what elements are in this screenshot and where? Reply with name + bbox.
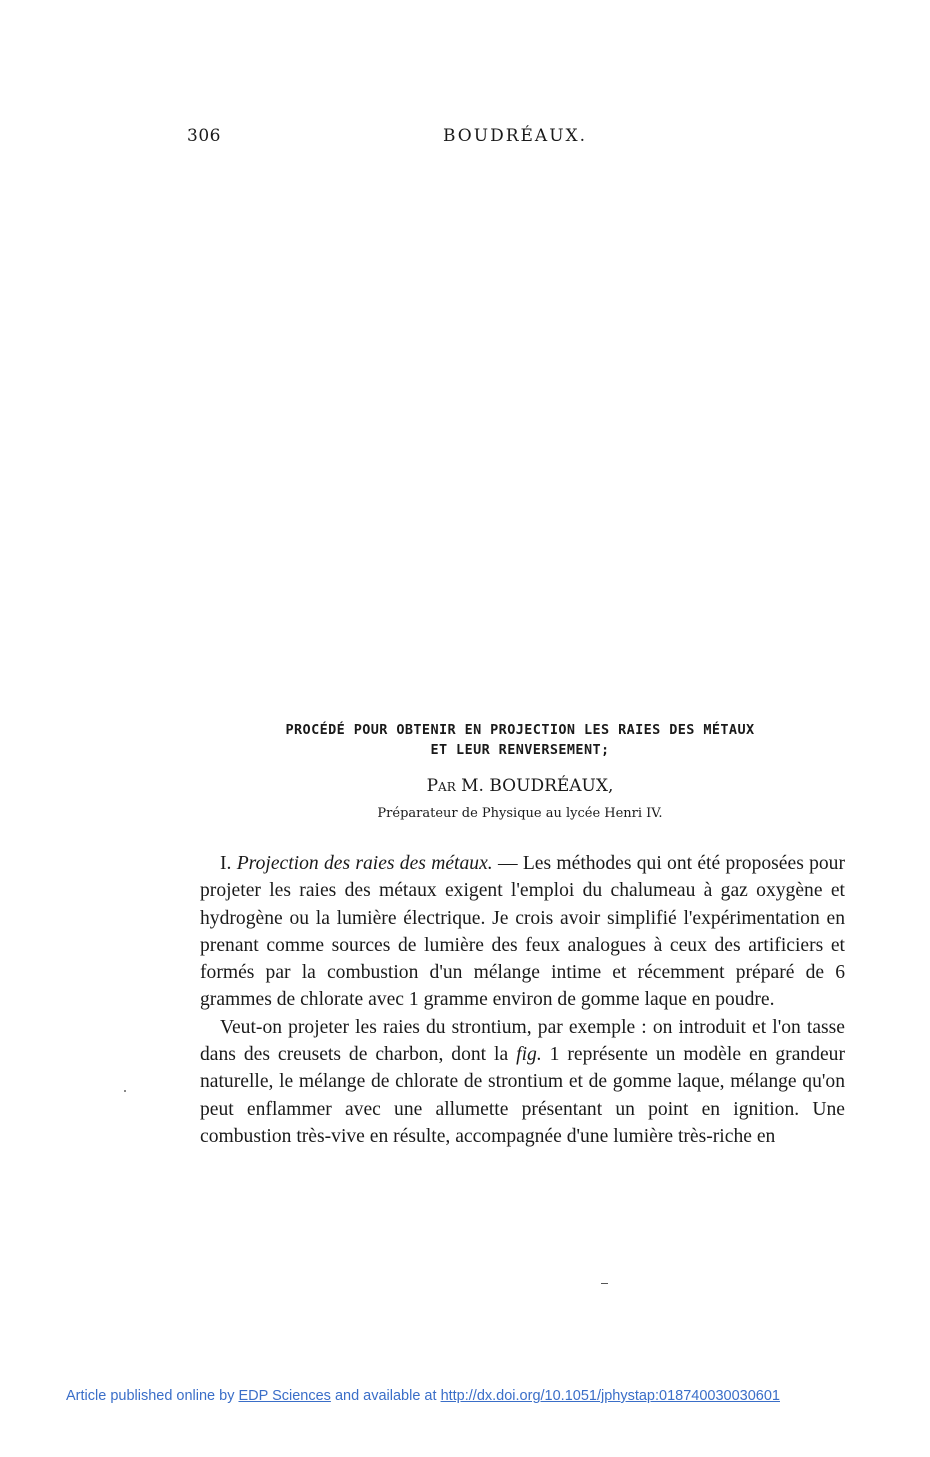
doi-link[interactable]: http://dx.doi.org/10.1051/jphystap:018740030030601 <box>440 1388 780 1404</box>
page-number: 306 <box>187 126 221 146</box>
paragraph-2-text-b: 1 représente un modèle en grandeur naturelle, le mélange de chlorate de strontium et de gomme laque, mélange qu'on peut enflammer avec une allumette présentant un point en ignition. Une combustion très-vive en résulte, accompagnée d'une lumière très-riche en <box>200 1044 846 1147</box>
article-title-line-1: PROCÉDÉ POUR OBTENIR EN PROJECTION LES RAIES DES MÉTAUX <box>285 722 755 738</box>
running-head-text: BOUDRÉAUX. <box>443 126 588 146</box>
publication-footer <box>66 1388 780 1404</box>
section-title: Projection des raies des métaux. <box>236 853 493 874</box>
edp-sciences-link[interactable]: EDP Sciences <box>238 1388 331 1404</box>
section-number: I. <box>220 853 232 874</box>
scan-artifact-dash <box>601 1283 608 1284</box>
paragraph-2-text-a: Veut-on projeter les raies du strontium, par exemple : on introduit et l'on tasse dans des creusets de charbon, dont la <box>200 1016 845 1066</box>
article-author: Par M. BOUDRÉAUX, <box>426 776 614 796</box>
article-title-line-2: ET LEUR RENVERSEMENT; <box>430 742 610 758</box>
paragraph-1 <box>200 850 845 1014</box>
footer-prefix: Article published online by <box>66 1388 239 1404</box>
article-title <box>200 720 840 760</box>
article-body <box>200 850 845 1150</box>
paragraph-1-text: — Les méthodes qui ont été proposées pour projeter les raies des métaux exigent l'emploi du chalumeau à gaz oxygène et hydrogène ou la lumière électrique. Je crois avoir simplifié l'expérimentation en prenant comme sources de lumière des feux analogues à ceux des artificiers et formés par la combustion d'un mélange intime et récemment préparé de 6 grammes de chlorate avec 1 gramme environ de gomme laque en poudre. <box>200 853 845 1011</box>
figure-reference: fig. <box>516 1044 542 1066</box>
scan-artifact-dot <box>124 1090 126 1092</box>
paragraph-2 <box>200 1014 845 1150</box>
author-affiliation: Préparateur de Physique au lycée Henri IV. <box>377 806 663 821</box>
footer-middle: and available at <box>330 1388 441 1404</box>
